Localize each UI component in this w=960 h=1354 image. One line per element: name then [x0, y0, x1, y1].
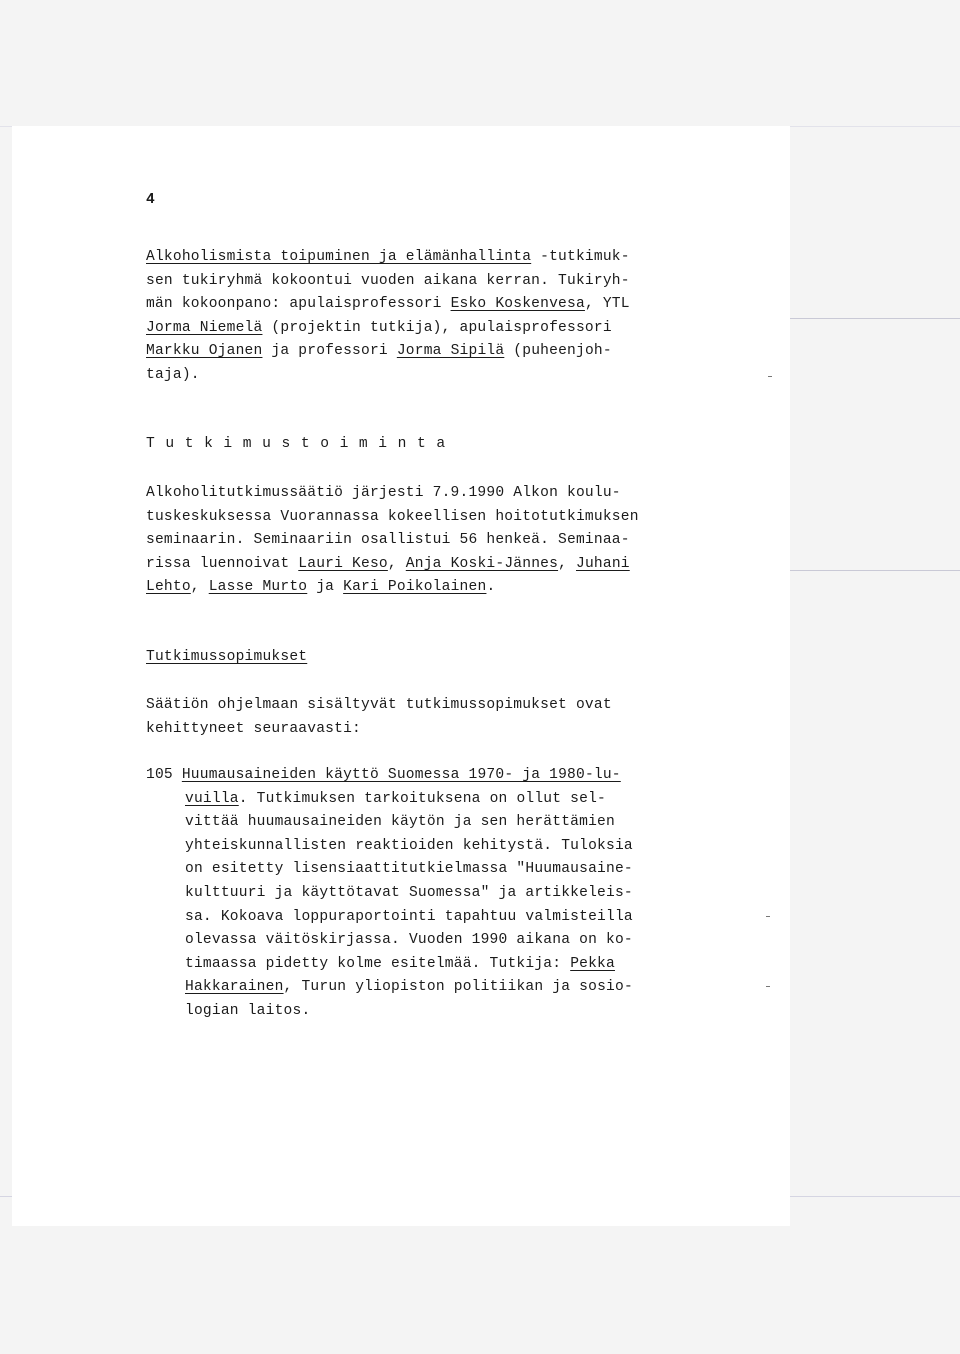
- scan-speck: [768, 376, 772, 377]
- scan-edge-line: [790, 318, 960, 319]
- contracts-intro: Säätiön ohjelmaan sisältyvät tutkimussopimukset ovat kehittyneet seuraavasti:: [146, 697, 612, 737]
- contract-title: vuilla: [185, 790, 239, 807]
- heading-contracts: Tutkimussopimukset: [146, 649, 308, 665]
- scan-edge-line: [790, 570, 960, 571]
- person-name: Lauri Keso: [298, 555, 388, 572]
- document-page: [12, 126, 790, 1226]
- person-name: Lehto: [146, 579, 191, 596]
- person-name: Markku Ojanen: [146, 343, 263, 360]
- person-name: Anja Koski-Jännes: [405, 555, 559, 572]
- person-name: Lasse Murto: [208, 579, 308, 596]
- page-number: 4: [146, 192, 155, 208]
- heading-research: Tutkimustoiminta: [146, 436, 456, 452]
- person-name: Hakkarainen: [185, 979, 284, 996]
- project-title: Alkoholismista toipuminen ja elämänhallinta: [146, 249, 532, 265]
- person-name: Jorma Niemelä: [146, 319, 263, 336]
- contract-title: Huumausaineiden käyttö Suomessa 1970- ja 1980-lu-: [181, 767, 621, 783]
- person-name: Pekka: [570, 955, 615, 972]
- person-name: Kari Poikolainen: [343, 579, 487, 596]
- scan-speck: [766, 916, 770, 917]
- support-group-paragraph: Alkoholismista toipuminen ja elämänhallinta -tutkimuk- sen tukiryhmä kokoontui vuoden aikana kerran. Tukiryh- män kokoonpano: apulaisprofessori Esko Koskenvesa, YTL Jorma Niemelä (projektin tutkija), apulaisprofessori Markku Ojanen ja professori Jorma Sipilä (puheenjoh- taja).: [146, 249, 630, 383]
- seminar-paragraph: Alkoholitutkimussäätiö järjesti 7.9.1990 Alkon koulu- tuskeskuksessa Vuorannassa kokeellisen hoitotutkimuksen seminaarin. Seminaariin osallistui 56 henkeä. Seminaa- rissa luennoivat Lauri Keso, Anja Koski-Jännes, Juhani Lehto, Lasse Murto ja Kari Poikolainen.: [146, 485, 639, 596]
- person-name: Esko Koskenvesa: [450, 296, 585, 313]
- person-name: Jorma Sipilä: [396, 343, 505, 360]
- scan-speck: [766, 986, 770, 987]
- contract-105: 105 Huumausaineiden käyttö Suomessa 1970- ja 1980-lu- vuilla. Tutkimuksen tarkoituksena on ollut sel- vittää huumausaineiden käytön ja sen herättämien yhteiskunnallisten reaktioiden kehitystä. Tuloksia on esitetty lisensiaattitutkielmassa "Huumausaine- kulttuuri ja käyttötavat Suomessa" ja artikkeleis- sa. Kokoava loppuraportointi tapahtuu valmisteilla olevassa väitöskirjassa. Vuoden 1990 aikana on ko- timaassa pidetty kolme esitelmää. Tutkija: Pekka Hakkarainen, Turun yliopiston politiikan ja sosio- logian laitos.: [146, 767, 633, 1019]
- person-name: Juhani: [575, 555, 630, 572]
- contract-number: 105: [146, 767, 173, 783]
